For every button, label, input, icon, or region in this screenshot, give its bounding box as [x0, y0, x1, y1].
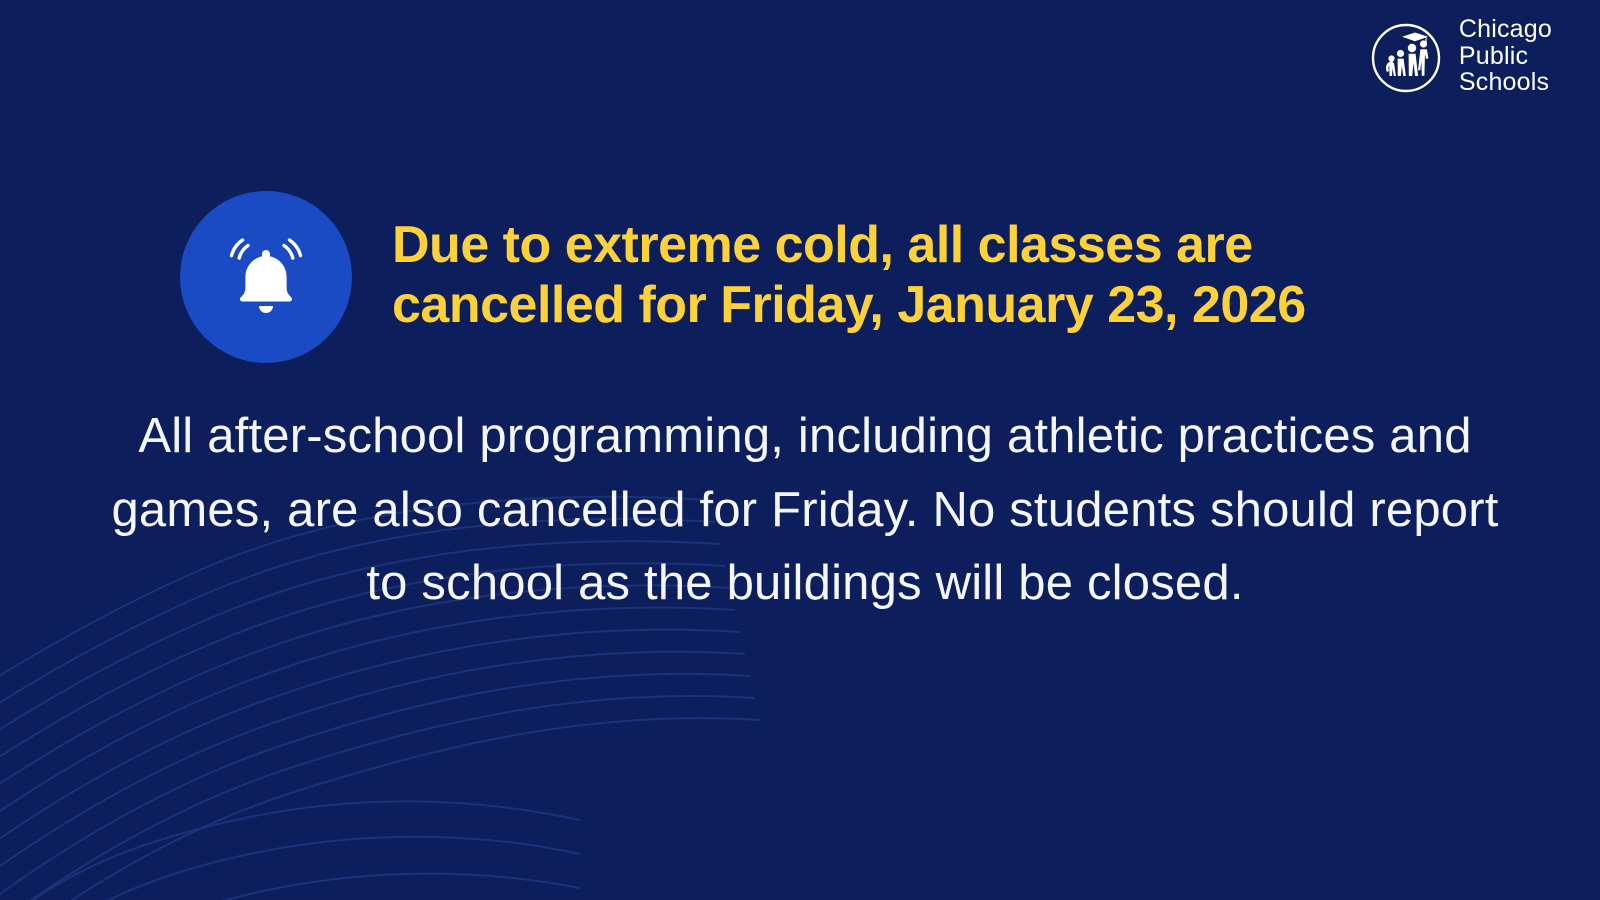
bell-icon-badge: [180, 191, 352, 363]
cps-seal-icon: [1367, 14, 1445, 98]
cps-logo: [1367, 14, 1552, 98]
logo-line-2: Public: [1458, 41, 1529, 70]
bell-icon: [218, 229, 314, 325]
logo-line-3: Schools: [1458, 68, 1550, 97]
logo-line-1: Chicago: [1458, 15, 1552, 44]
alert-headline: Due to extreme cold, all classes are cancelled for Friday, January 23, 2026: [392, 216, 1306, 335]
alert-body-text: All after-school programming, including athletic practices and games, are also cancelled for Friday. No students should report to school as the buildings will be closed.: [111, 409, 1499, 610]
cps-logo-text: [1459, 16, 1552, 96]
alert-headline-row: [180, 185, 1422, 357]
